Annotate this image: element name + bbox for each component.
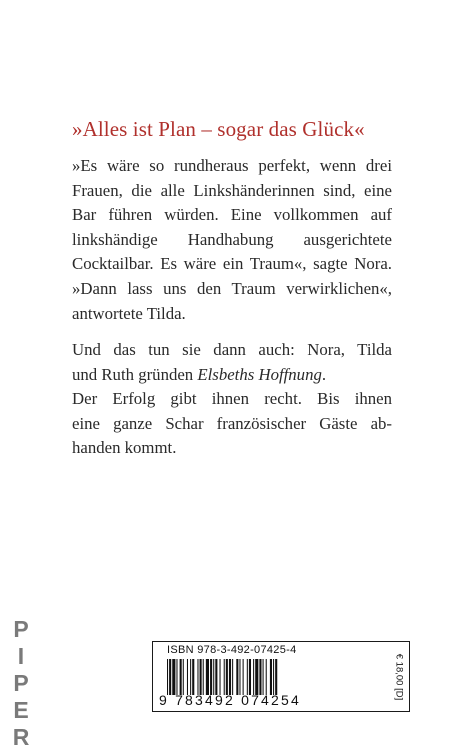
isbn-label: ISBN 978-3-492-07425-4 (167, 644, 297, 656)
barcode-bar (226, 659, 228, 695)
blurb-line: Frauen, die alle Linkshänderinnen sind, eine (72, 180, 392, 200)
barcode-bar (169, 659, 171, 695)
barcode-bar (236, 659, 238, 695)
publisher-logo (8, 616, 34, 751)
barcode-bar (255, 659, 258, 695)
barcode-bar (180, 659, 182, 695)
logo-letter: P (13, 670, 29, 696)
ean-digits: 9 783492 074254 (159, 692, 301, 708)
blurb-line: Cocktailbar. Es wäre ein Traum«, sagte Nora. (72, 254, 392, 274)
blurb-paragraph-1 (72, 154, 392, 326)
logo-letter: I (17, 643, 25, 669)
logo-letter: R (12, 724, 30, 750)
barcode-bar (187, 659, 188, 695)
barcode-bar (253, 659, 254, 695)
barcode-bar (197, 659, 198, 695)
barcode-bar (266, 659, 267, 695)
barcode-bar (203, 659, 204, 695)
blurb-line: handen kommt. (72, 438, 177, 458)
blurb-line: linkshändige Handhabung ausgerichtete (72, 229, 392, 249)
blurb-line: »Es wäre so rundheraus perfekt, wenn drei (72, 156, 392, 175)
blurb-text: und Ruth gründen (72, 364, 198, 384)
barcode-bar (210, 659, 212, 695)
bar-name-italic: Elsbeths Hoffnung (197, 364, 322, 384)
barcode-bar (206, 659, 209, 695)
blurb-line: antwortete Tilda. (72, 303, 186, 323)
barcode-bar (190, 659, 191, 695)
blurb-line: Und das tun sie dann auch: Nora, Tilda (72, 340, 392, 359)
blurb-line (72, 363, 392, 388)
price-label (392, 648, 406, 706)
barcode-bars (167, 659, 379, 695)
barcode-bar (172, 659, 175, 695)
barcode-bar (192, 659, 194, 695)
barcode-bar (273, 659, 274, 695)
logo-letter: E (13, 697, 29, 723)
blurb-paragraph-2 (72, 338, 392, 461)
price-text: € 18,00 [D] (393, 653, 405, 701)
blurb-line: Bar führen würden. Eine vollkommen auf (72, 205, 392, 225)
barcode-box (152, 641, 410, 712)
barcode-bar (200, 659, 202, 695)
logo-letter: P (13, 616, 29, 642)
barcode-bar (259, 659, 261, 695)
barcode-bar (243, 659, 244, 695)
barcode-bar (247, 659, 248, 695)
barcode-bar (224, 659, 225, 695)
blurb-line: »Dann lass uns den Traum verwirklichen«, (72, 278, 392, 298)
barcode-bar (183, 659, 184, 695)
barcode-bar (275, 659, 277, 695)
barcode-bar (232, 659, 233, 695)
blurb-line: eine ganze Schar französischer Gäste ab- (72, 413, 392, 433)
barcode-bar (213, 659, 214, 695)
barcode-bar (239, 659, 240, 695)
barcode-bar (176, 659, 177, 695)
barcode-bar (249, 659, 251, 695)
barcode-bar (229, 659, 231, 695)
barcode-bar (220, 659, 221, 695)
barcode-bar (263, 659, 264, 695)
tagline: »Alles ist Plan – sogar das Glück« (72, 117, 365, 141)
barcode-bar (215, 659, 217, 695)
blurb-text: . (321, 364, 327, 384)
barcode-bar (270, 659, 272, 695)
barcode-bar (167, 659, 168, 695)
blurb-line: Der Erfolg gibt ihnen recht. Bis ihnen (72, 389, 392, 409)
